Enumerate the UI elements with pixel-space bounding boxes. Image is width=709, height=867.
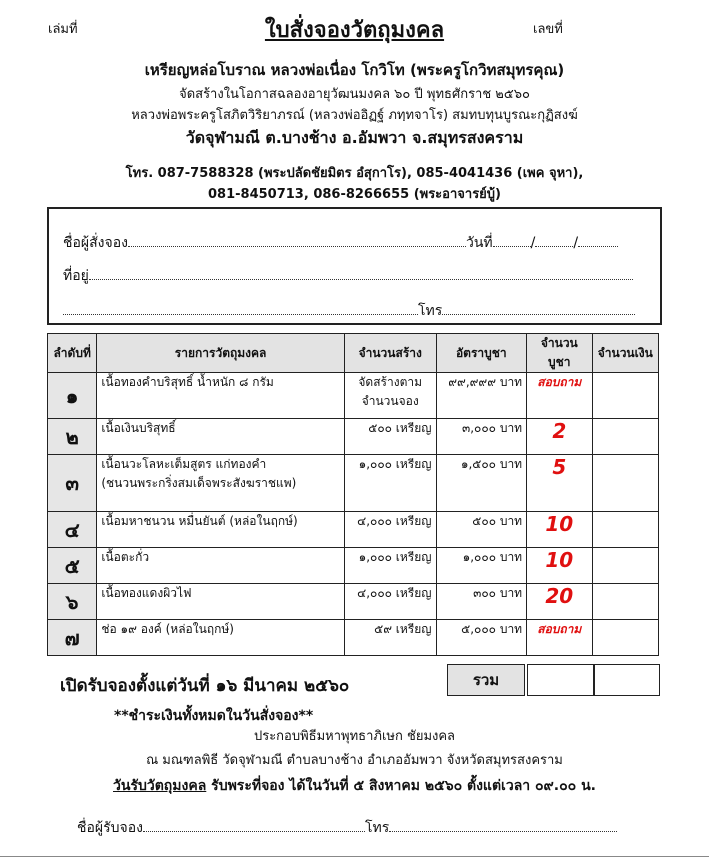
table-row — [48, 584, 659, 620]
item-amount[interactable] — [592, 512, 658, 548]
date-day-field[interactable] — [493, 246, 531, 247]
table-header-row — [48, 334, 659, 373]
phone-field[interactable] — [442, 314, 635, 315]
item-price: ๕๐๐ บาท — [436, 512, 527, 548]
table-row — [48, 512, 659, 548]
header-amount: จำนวนเงิน — [592, 334, 658, 373]
table-row — [48, 373, 659, 419]
header-created-qty: จำนวนสร้าง — [344, 334, 436, 373]
book-number-label: เล่มที่ — [48, 22, 78, 37]
date-year-field[interactable] — [578, 246, 618, 247]
document-number-label: เลขที่ — [533, 22, 563, 37]
item-price: ๑,๕๐๐ บาท — [436, 455, 527, 512]
item-amount[interactable] — [592, 548, 658, 584]
orderer-name-field[interactable] — [128, 246, 466, 247]
item-reserved[interactable]: 2 — [527, 419, 592, 455]
item-name-text: เนื้อตะกั่ว — [101, 550, 150, 564]
header-price: อัตราบูชา — [436, 334, 527, 373]
item-price: ๙๙,๙๙๙ บาท — [436, 373, 527, 419]
address-row — [63, 265, 643, 287]
header-order: ลำดับที่ — [48, 334, 97, 373]
item-qty: ๑,๐๐๐ เหรียญ — [344, 548, 436, 584]
row-number: ๖ — [48, 584, 97, 620]
item-name — [97, 455, 345, 512]
date-month-field[interactable] — [535, 246, 573, 247]
item-price: ๕,๐๐๐ บาท — [436, 620, 527, 656]
item-name-text: เนื้อนวะโลหะเต็มสูตร แก่ทองคำ — [101, 457, 267, 471]
table-row — [48, 419, 659, 455]
item-name-text: เนื้อทองแดงผิวไฟ — [101, 586, 192, 600]
item-qty: ๔,๐๐๐ เหรียญ — [344, 512, 436, 548]
row-number: ๒ — [48, 419, 97, 455]
item-name — [97, 512, 345, 548]
receiver-row — [77, 817, 657, 839]
open-date: เปิดรับจองตั้งแต่วันที่ ๑๖ มีนาคม ๒๕๖๐ — [60, 676, 350, 696]
address-field[interactable] — [89, 279, 633, 280]
item-reserved[interactable]: 10 — [527, 548, 592, 584]
phone-label: โทร — [418, 303, 443, 319]
page-divider — [0, 856, 709, 857]
item-qty: ๔,๐๐๐ เหรียญ — [344, 584, 436, 620]
ceremony-line-2: ณ มณฑลพิธี วัดจุฬามณี ตำบลบางช้าง อำเภออัมพวา จังหวัดสมุทรสงคราม — [146, 753, 563, 768]
ceremony-line-1: ประกอบพิธีมหาพุทธาภิเษก ชัยมงคล — [253, 729, 456, 744]
item-reserved[interactable]: 20 — [527, 584, 592, 620]
item-price: ๓๐๐ บาท — [436, 584, 527, 620]
row-number: ๓ — [48, 455, 97, 512]
pickup-label: วันรับวัตถุมงคล — [113, 778, 207, 794]
item-qty: ๕๙ เหรียญ — [344, 620, 436, 656]
total-reserved-field[interactable] — [527, 664, 594, 696]
payment-note: **ชำระเงินทั้งหมดในวันสั่งจอง** — [114, 708, 314, 724]
sponsor-line: หลวงพ่อพระครูโสภิตวิริยาภรณ์ (หลวงพ่ออิฏฐ์ ภทฺทจาโร) สมทบทุนบูรณะกุฏิสงฆ์ — [131, 108, 578, 123]
table-row — [48, 455, 659, 512]
pickup-text: รับพระที่จอง ได้ในวันที่ ๕ สิงหาคม ๒๕๖๐ ตั้งแต่เวลา ๐๙.๐๐ น. — [206, 778, 596, 794]
date-separator: / — [573, 235, 579, 251]
receiver-phone-label: โทร — [364, 820, 390, 836]
item-amount[interactable] — [592, 584, 658, 620]
table-row — [48, 620, 659, 656]
item-name — [97, 584, 345, 620]
item-name — [97, 548, 345, 584]
item-reserved[interactable]: 5 — [527, 455, 592, 512]
temple-name: วัดจุฬามณี ต.บางช้าง อ.อัมพวา จ.สมุทรสงคราม — [185, 128, 524, 147]
item-name-text: ช่อ ๑๙ องค์ (หล่อในฤกษ์) — [101, 622, 234, 636]
item-amount[interactable] — [592, 419, 658, 455]
item-name — [97, 373, 345, 419]
orderer-name-row — [63, 232, 643, 254]
items-table — [47, 333, 659, 656]
item-name-text-2: (ชนวนพระกริ่งสมเด็จพระสังฆราชแพ) — [101, 476, 297, 490]
receiver-label: ชื่อผู้รับจอง — [77, 820, 143, 836]
total-amount-field[interactable] — [594, 664, 660, 696]
row-number: ๕ — [48, 548, 97, 584]
header-reserved-qty: จำนวนบูชา — [527, 334, 592, 373]
item-name — [97, 419, 345, 455]
item-amount[interactable] — [592, 373, 658, 419]
page-title: ใบสั่งจองวัตถุมงคล — [264, 18, 445, 43]
amulet-title: เหรียญหล่อโบราณ หลวงพ่อเนื่อง โกวิโท (พระครูโกวิทสมุทรคุณ) — [144, 61, 565, 79]
item-qty-text: จัดสร้างตาม — [358, 375, 423, 389]
item-reserved[interactable]: สอบถาม — [527, 620, 592, 656]
item-amount[interactable] — [592, 620, 658, 656]
receiver-phone-field[interactable] — [389, 831, 617, 832]
item-name-text: เนื้อเงินบริสุทธิ์ — [101, 421, 176, 435]
phone-row — [63, 300, 643, 322]
row-number: ๔ — [48, 512, 97, 548]
row-number: ๑ — [48, 373, 97, 419]
item-price: ๑,๐๐๐ บาท — [436, 548, 527, 584]
item-reserved[interactable]: 10 — [527, 512, 592, 548]
contact-phones-2: 081-8450713, 086-8266655 (พระอาจารย์บู้) — [208, 187, 501, 202]
occasion-line: จัดสร้างในโอกาสฉลองอายุวัฒนมงคล ๖๐ ปี พุทธศักราช ๒๕๖๐ — [179, 87, 530, 102]
item-name-text: เนื้อทองคำบริสุทธิ์ น้ำหนัก ๘ กรัม — [101, 375, 274, 389]
item-reserved[interactable]: สอบถาม — [527, 373, 592, 419]
item-qty-text-2: จำนวนจอง — [361, 394, 419, 408]
contact-phones-1: โทร. 087-7588328 (พระปลัดชัยมิตร อํสุกาโร), 085-4041436 (เพค จุหา), — [125, 166, 584, 181]
item-amount[interactable] — [592, 455, 658, 512]
address-field-line2[interactable] — [63, 314, 418, 315]
address-label: ที่อยู่ — [63, 268, 89, 284]
receiver-name-field[interactable] — [143, 831, 365, 832]
date-label: วันที่ — [465, 235, 493, 251]
row-number: ๗ — [48, 620, 97, 656]
header-item: รายการวัตถุมงคล — [97, 334, 345, 373]
item-price: ๓,๐๐๐ บาท — [436, 419, 527, 455]
table-row — [48, 548, 659, 584]
item-name — [97, 620, 345, 656]
item-qty: ๑,๐๐๐ เหรียญ — [344, 455, 436, 512]
date-separator: / — [530, 235, 536, 251]
orderer-name-label: ชื่อผู้สั่งจอง — [63, 235, 128, 251]
item-qty — [344, 373, 436, 419]
pickup-line — [0, 775, 709, 797]
total-label: รวม — [447, 664, 525, 696]
item-qty: ๕๐๐ เหรียญ — [344, 419, 436, 455]
item-name-text: เนื้อมหาชนวน หมื่นยันต์ (หล่อในฤกษ์) — [101, 514, 298, 528]
